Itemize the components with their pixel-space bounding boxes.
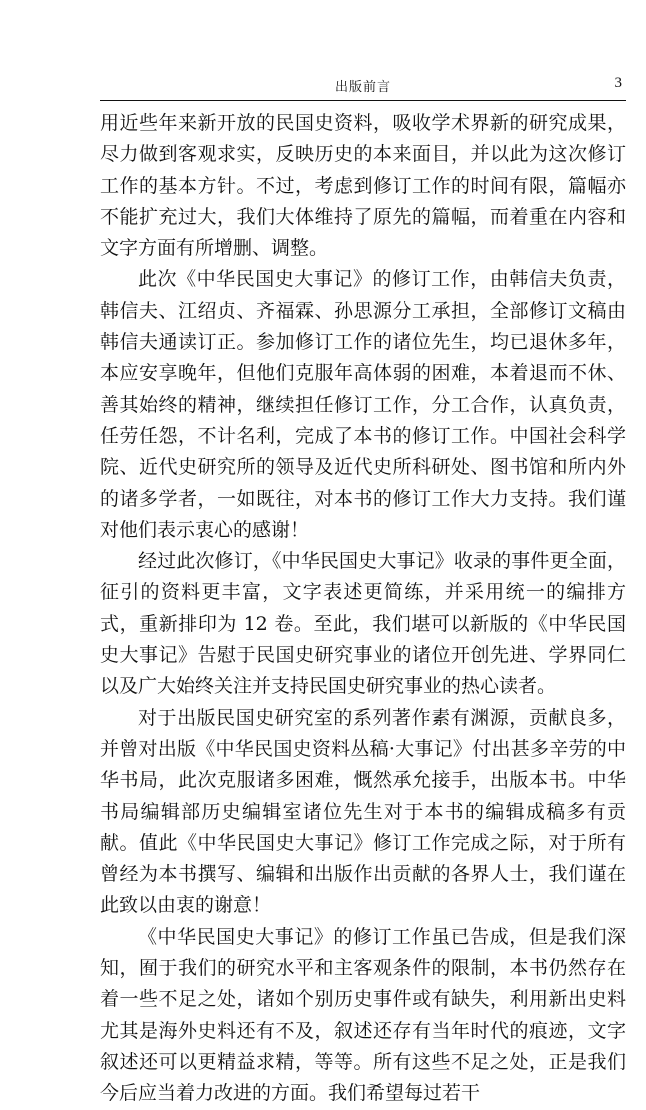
running-header: [100, 70, 626, 101]
paragraph-continued: 用近些年来新开放的民国史资料，吸收学术界新的研究成果，尽力做到客观求实，反映历史的本来面目，并以此为这次修订工作的基本方针。不过，考虑到修订工作的时间有限，篇幅亦不能扩充过大，我们大体维持了原先的篇幅，而着重在内容和文字方面有所增删、调整。: [100, 112, 626, 260]
header-title: 出版前言: [334, 80, 391, 95]
paragraph-shortcomings: 《中华民国史大事记》的修订工作虽已告成，但是我们深知，囿于我们的研究水平和主客观条件的限制，本书仍然存在着一些不足之处，诸如个别历史事件或有缺失，利用新出史料尤其是海外史料还有不及，叙述还存有当年时代的痕迹，文字叙述还可以更精益求精，等等。所有这些不足之处，正是我们今后应当着力改进的方面。我们希望每过若干: [100, 925, 626, 1105]
paragraph-revision-results: 经过此次修订，《中华民国史大事记》收录的事件更全面，征引的资料更丰富，文字表述更简练，并采用统一的编排方式，重新排印为 12 卷。至此，我们堪可以新版的《中华民国史大事记》告慰于民国史研究事业的诸位开创先进、学界同仁以及广大始终关注并支持民国史研究事业的热心读者。: [100, 550, 626, 698]
page-number: 3: [614, 75, 622, 91]
paragraph-revision-team: 此次《中华民国史大事记》的修订工作，由韩信夫负责，韩信夫、江绍贞、齐福霖、孙思源分工承担，全部修订文稿由韩信夫通读订正。参加修订工作的诸位先生，均已退休多年，本应安享晚年，但他们克服年高体弱的困难，本着退而不休、善其始终的精神，继续担任修订工作，分工合作，认真负责，任劳任怨，不计名利，完成了本书的修订工作。中国社会科学院、近代史研究所的领导及近代史所科研处、图书馆和所内外的诸多学者，一如既往，对本书的修订工作大力支持。我们谨对他们表示衷心的感谢！: [100, 268, 626, 541]
body-text: [100, 108, 626, 1110]
paragraph-publisher-thanks: 对于出版民国史研究室的系列著作素有渊源，贡献良多，并曾对出版《中华民国史资料丛稿·大事记》付出甚多辛劳的中华书局，此次克服诸多困难，慨然承允接手，出版本书。中华书局编辑部历史编辑室诸位先生对于本书的编辑成稿多有贡献。值此《中华民国史大事记》修订工作完成之际，对于所有曾经为本书撰写、编辑和出版作出贡献的各界人士，我们谨在此致以由衷的谢意！: [100, 706, 626, 917]
